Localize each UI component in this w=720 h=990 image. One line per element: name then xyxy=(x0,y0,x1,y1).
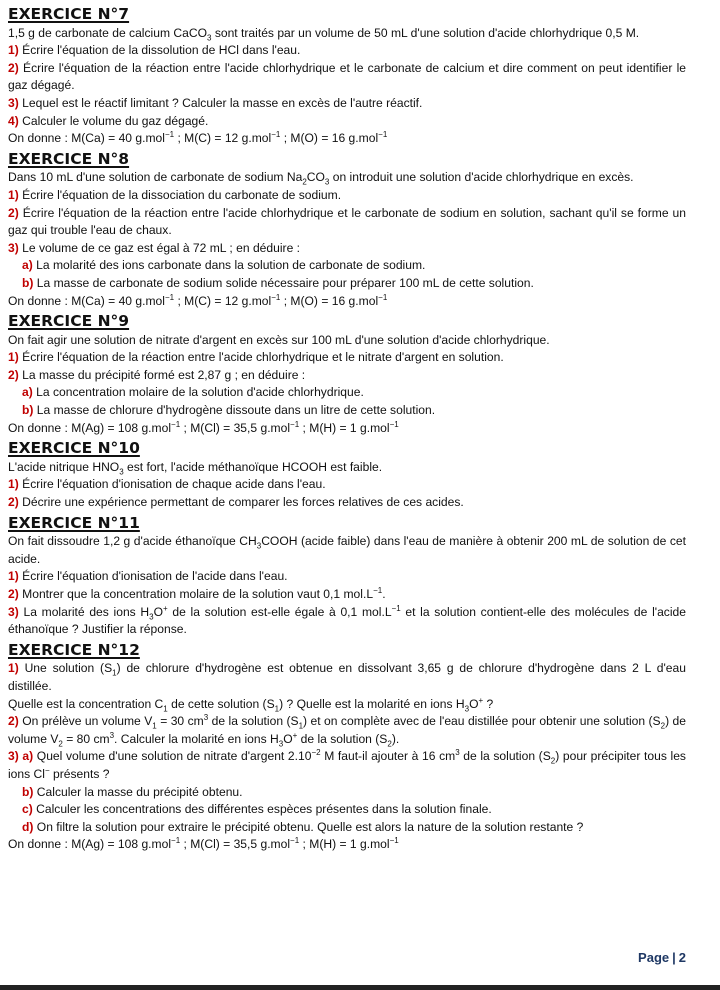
subscript: 3 xyxy=(278,739,284,749)
exercise-10 xyxy=(8,437,686,511)
exercise-title: EXERCICE N°8 xyxy=(8,149,130,168)
exercise-intro xyxy=(8,459,686,477)
exercise-intro xyxy=(8,169,686,187)
question xyxy=(8,568,686,586)
question-number: 2) xyxy=(8,367,19,382)
given-data xyxy=(8,420,686,438)
question-text: Écrire l'équation d'ionisation de chaque acide dans l'eau. xyxy=(22,477,326,492)
question xyxy=(8,95,686,113)
subscript: 2 xyxy=(302,177,307,187)
subscript: 1 xyxy=(112,668,117,678)
exercise-intro xyxy=(8,533,686,568)
exponent: −1 xyxy=(171,836,181,846)
exponent: −1 xyxy=(171,419,181,429)
text: O xyxy=(153,604,164,619)
superscript: − xyxy=(44,765,50,775)
exponent: −1 xyxy=(271,292,281,302)
exercise-8 xyxy=(8,148,686,310)
subscript: 3 xyxy=(324,177,330,187)
text: ; M(Cl) = 35,5 g.mol xyxy=(180,837,291,852)
exponent: −1 xyxy=(164,130,175,140)
given-data xyxy=(8,130,686,148)
question xyxy=(8,586,686,604)
text: = 80 cm xyxy=(62,731,110,746)
question xyxy=(8,240,686,258)
text: On donne : M(Ca) = 40 g.mol xyxy=(8,293,165,308)
question-number: 2) xyxy=(8,714,19,729)
question-text: La molarité des ions H xyxy=(23,604,150,619)
question-number: 3) xyxy=(8,749,19,764)
exponent: −2 xyxy=(311,748,321,758)
text: On donne : M(Ca) = 40 g.mol xyxy=(8,131,165,146)
text: O xyxy=(283,731,293,746)
exercise-7 xyxy=(8,3,686,148)
superscript: 3 xyxy=(455,748,460,758)
text: ) pour précipiter tous les ions Cl xyxy=(8,749,686,781)
text: On fait dissoudre 1,2 g d'acide éthanoïque CH xyxy=(8,534,257,549)
text: ) ? Quelle est la molarité en ions H xyxy=(279,696,465,711)
text: . xyxy=(382,587,386,601)
subscript: 2 xyxy=(387,739,392,749)
exponent: −1 xyxy=(391,603,401,613)
question-text: La masse de chlorure d'hydrogène dissoute dans un litre de cette solution. xyxy=(36,403,436,418)
question-number: 1) xyxy=(8,477,19,492)
page-number xyxy=(638,950,686,965)
text: ) de volume V xyxy=(8,714,686,746)
question-text: Lequel est le réactif limitant ? Calculer la masse en excès de l'autre réactif. xyxy=(22,95,423,110)
text: ). xyxy=(391,731,400,746)
text: ) de chlorure d'hydrogène est obtenue en dissolvant 3,65 g de chlorure d'hydrogène dans 2 L d'eau distillée. xyxy=(8,661,686,693)
given-data xyxy=(8,293,686,311)
question xyxy=(8,349,686,367)
question-text: Écrire l'équation de la réaction entre l'acide chlorhydrique et le nitrate d'argent en solution. xyxy=(22,350,504,365)
question-text: Le volume de ce gaz est égal à 72 mL ; en déduire : xyxy=(22,240,301,255)
exercise-intro: On fait agir une solution de nitrate d'argent en excès sur 100 mL d'une solution d'acide chlorhydrique. xyxy=(8,332,550,347)
subscript: 1 xyxy=(163,703,168,713)
text: est fort, l'acide méthanoïque HCOOH est faible. xyxy=(123,459,383,474)
text: L'acide nitrique HNO xyxy=(8,459,120,474)
question-number: 1) xyxy=(8,661,19,676)
question-text: Calculer le volume du gaz dégagé. xyxy=(22,113,209,128)
text: . Calculer la molarité en ions H xyxy=(114,731,279,746)
text: de la solution est-elle égale à 0,1 mol.L xyxy=(167,604,392,619)
question-text: Montrer que la concentration molaire de la solution vaut 0,1 mol.L xyxy=(22,587,374,601)
text: = 30 cm xyxy=(156,714,204,729)
superscript: + xyxy=(163,603,168,613)
exercise-title: EXERCICE N°9 xyxy=(8,312,130,331)
superscript: + xyxy=(292,730,298,740)
text: ; M(Cl) = 35,5 g.mol xyxy=(180,420,291,435)
question xyxy=(8,713,686,748)
question-number: 1) xyxy=(8,43,19,58)
question-text: Calculer la masse du précipité obtenu. xyxy=(36,784,243,799)
given-data xyxy=(8,836,686,854)
question-number: 3) xyxy=(8,240,19,255)
subscript: 1 xyxy=(274,703,280,713)
subscript: 3 xyxy=(256,541,262,551)
text: ? xyxy=(483,696,494,711)
question-text: La concentration molaire de la solution d'acide chlorhydrique. xyxy=(36,385,364,400)
text: ) et on complète avec de l'eau distillée pour obtenir une solution (S xyxy=(303,714,661,729)
bottom-edge xyxy=(0,985,720,990)
subscript: 2 xyxy=(660,721,666,731)
text: O xyxy=(469,696,479,711)
text: COOH (acide faible) dans l'eau de manière à obtenir 200 mL de solution de cet acide. xyxy=(8,534,686,566)
question xyxy=(8,187,686,205)
text: On donne : M(Ag) = 108 g.mol xyxy=(8,420,172,435)
question-text: Écrire l'équation de la réaction entre l'acide chlorhydrique et le carbonate de calcium et dire comment on peut identifier le gaz dégagé. xyxy=(8,60,686,93)
text: ; M(H) = 1 g.mol xyxy=(299,420,390,435)
exponent: −1 xyxy=(373,585,383,595)
exponent: −1 xyxy=(271,130,281,140)
question xyxy=(8,604,686,639)
sub-question xyxy=(22,784,686,802)
text: Quelle est la concentration C xyxy=(8,696,164,711)
question-number: b) xyxy=(22,784,34,799)
text: ; M(C) = 12 g.mol xyxy=(174,131,272,146)
question-number: d) xyxy=(22,819,34,834)
question-number: 2) xyxy=(8,60,19,75)
question xyxy=(8,748,686,783)
subscript: 3 xyxy=(149,612,154,621)
subscript: 3 xyxy=(119,467,124,477)
question-number: b) xyxy=(22,275,34,290)
subscript: 2 xyxy=(58,739,63,749)
text: on introduit une solution d'acide chlorhydrique en excès. xyxy=(329,170,634,185)
exercise-title: EXERCICE N°10 xyxy=(8,439,140,458)
question-number: a) xyxy=(22,749,34,764)
question-text: Écrire l'équation de la dissolution de HCl dans l'eau. xyxy=(22,43,301,58)
question-number: a) xyxy=(22,258,33,273)
superscript: + xyxy=(478,695,484,705)
exercise-11 xyxy=(8,512,686,639)
text: présents ? xyxy=(49,766,110,781)
page-separator: | xyxy=(672,950,676,965)
exponent: −1 xyxy=(290,836,300,846)
sub-question xyxy=(22,275,686,293)
question-number: 4) xyxy=(8,113,19,128)
question-text: Calculer les concentrations des différentes espèces présentes dans la solution finale. xyxy=(36,802,492,817)
question-text: Quel volume d'une solution de nitrate d'argent 2.10 xyxy=(36,749,312,764)
sub-question xyxy=(22,819,686,837)
exponent: −1 xyxy=(378,130,388,140)
text: sont traités par un volume de 50 mL d'une solution d'acide chlorhydrique 0,5 M. xyxy=(211,25,640,40)
subscript: 3 xyxy=(207,33,212,42)
question-text: La masse du précipité formé est 2,87 g ; en déduire : xyxy=(22,367,306,382)
question xyxy=(8,113,686,131)
exercise-12 xyxy=(8,639,686,854)
question-text: On prélève un volume V xyxy=(22,714,153,729)
page-label: Page xyxy=(638,950,670,965)
question-number: 2) xyxy=(8,205,19,220)
subscript: 2 xyxy=(550,756,556,766)
question-number: 2) xyxy=(8,587,19,601)
text: ; M(O) = 16 g.mol xyxy=(280,293,379,308)
superscript: 3 xyxy=(109,730,115,740)
question-text: La masse de carbonate de sodium solide nécessaire pour préparer 100 mL de cette solution. xyxy=(36,275,534,290)
exponent: −1 xyxy=(389,419,399,429)
question-number: b) xyxy=(22,403,34,418)
exponent: −1 xyxy=(164,292,175,302)
exercise-title: EXERCICE N°12 xyxy=(8,640,140,659)
exercise-title: EXERCICE N°7 xyxy=(8,5,130,23)
question xyxy=(8,476,686,494)
text: ; M(O) = 16 g.mol xyxy=(280,131,379,146)
page-number-value: 2 xyxy=(678,950,686,965)
question-text: Décrire une expérience permettant de comparer les forces relatives de ces acides. xyxy=(22,495,464,510)
text: de la solution (S xyxy=(459,749,551,764)
question-number: 3) xyxy=(8,95,19,110)
text: de cette solution (S xyxy=(167,696,275,711)
question-number: 1) xyxy=(8,350,19,365)
text: CO xyxy=(306,170,325,185)
text: et la solution contient-elle des molécules de l'acide éthanoïque ? Justifier la réponse. xyxy=(8,604,686,637)
question xyxy=(8,42,686,60)
question-number: 3) xyxy=(8,604,19,619)
sub-question xyxy=(22,257,686,275)
subscript: 1 xyxy=(152,721,157,731)
question-number: a) xyxy=(22,385,33,400)
text: ; M(H) = 1 g.mol xyxy=(299,837,390,852)
document-body xyxy=(8,3,686,854)
question-number: c) xyxy=(22,802,33,817)
question-text: Écrire l'équation d'ionisation de l'acide dans l'eau. xyxy=(22,569,288,584)
question xyxy=(8,60,686,95)
sub-question xyxy=(22,384,686,402)
question-number: 2) xyxy=(8,495,19,510)
question-text: Écrire l'équation de la dissociation du carbonate de sodium. xyxy=(22,187,342,202)
exercise-9 xyxy=(8,310,686,437)
question xyxy=(8,205,686,240)
exponent: −1 xyxy=(378,292,388,302)
text: 1,5 g de carbonate de calcium CaCO xyxy=(8,25,207,40)
sub-question xyxy=(22,402,686,420)
exercise-intro xyxy=(8,25,686,43)
subscript: 1 xyxy=(298,721,304,731)
text: de la solution (S xyxy=(297,731,388,746)
superscript: 3 xyxy=(203,713,209,723)
sub-question xyxy=(22,801,686,819)
exercise-title: EXERCICE N°11 xyxy=(8,513,140,532)
question-line xyxy=(8,696,686,714)
text: ; M(C) = 12 g.mol xyxy=(174,293,272,308)
question-text: On filtre la solution pour extraire le précipité obtenu. Quelle est alors la nature de la solution restante ? xyxy=(36,819,584,834)
exponent: −1 xyxy=(389,836,399,846)
exponent: −1 xyxy=(290,419,300,429)
question xyxy=(8,367,686,385)
question xyxy=(8,660,686,695)
text: M faut-il ajouter à 16 cm xyxy=(320,749,456,764)
text: On donne : M(Ag) = 108 g.mol xyxy=(8,837,172,852)
question-text: Une solution (S xyxy=(24,661,113,676)
text: de la solution (S xyxy=(208,714,299,729)
question-number: 1) xyxy=(8,187,19,202)
question-number: 1) xyxy=(8,569,19,584)
subscript: 3 xyxy=(464,703,470,713)
question-text: Écrire l'équation de la réaction entre l'acide chlorhydrique et le carbonate de sodium en solution, sachant qu'il se forme un gaz qui trouble l'eau de chaux. xyxy=(8,205,686,238)
text: Dans 10 mL d'une solution de carbonate de sodium Na xyxy=(8,170,303,185)
question xyxy=(8,494,686,512)
question-text: La molarité des ions carbonate dans la solution de carbonate de sodium. xyxy=(36,258,426,273)
